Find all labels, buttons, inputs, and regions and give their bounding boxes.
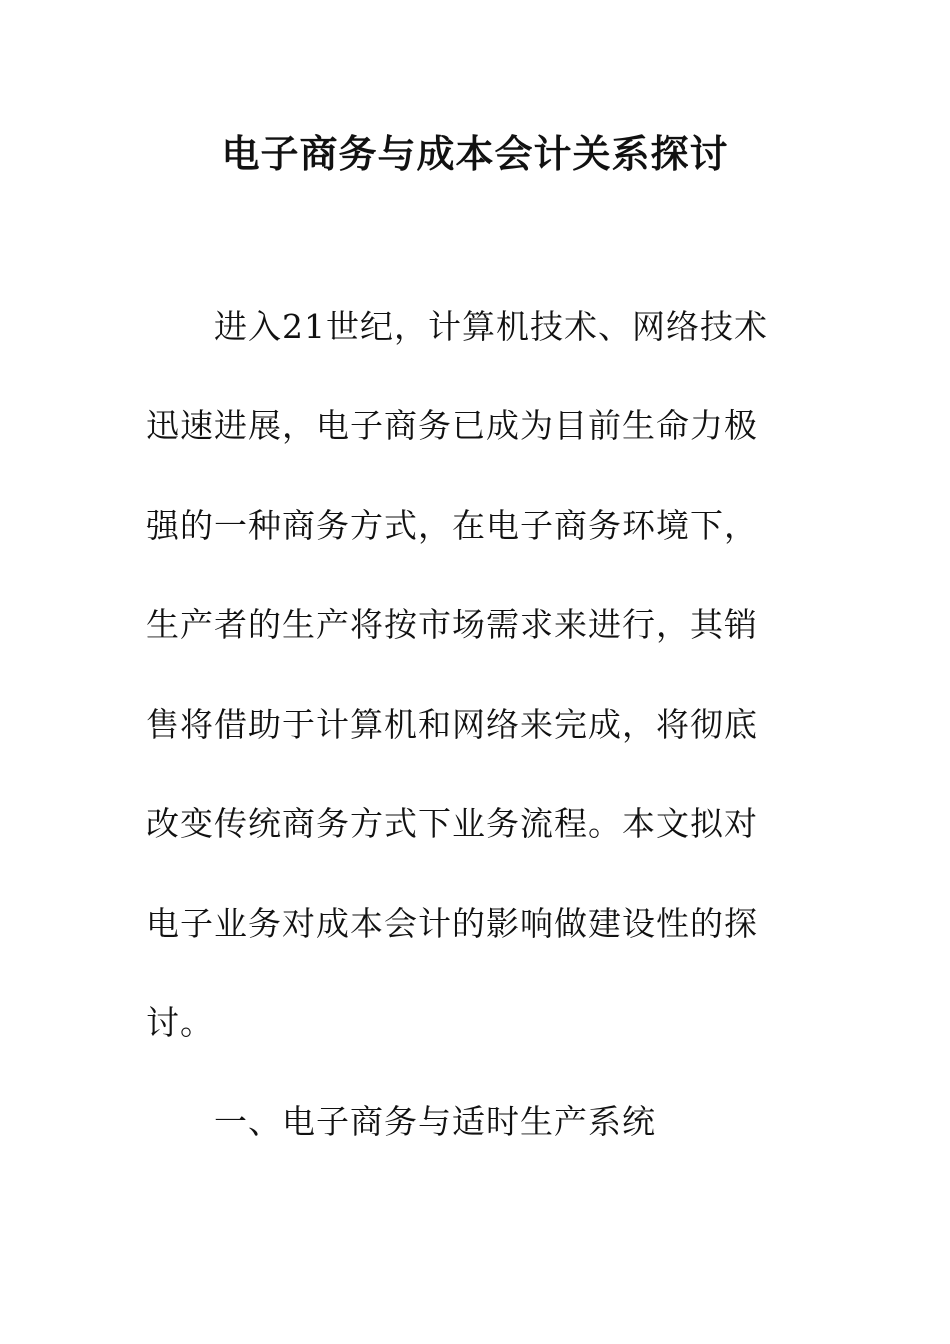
paragraph-line: 迅速进展，电子商务已成为目前生命力极 — [146, 406, 758, 445]
paragraph-line: 生产者的生产将按市场需求来进行，其销 — [146, 605, 758, 644]
paragraph-line: 电子业务对成本会计的影响做建设性的探 — [146, 904, 758, 943]
document-title: 电子商务与成本会计关系探讨 — [221, 131, 729, 176]
section-heading: 一、电子商务与适时生产系统 — [214, 1102, 656, 1141]
paragraph-line: 改变传统商务方式下业务流程。本文拟对 — [146, 804, 758, 843]
paragraph-line: 进入21世纪，计算机技术、网络技术 — [214, 307, 768, 346]
paragraph-line: 讨。 — [146, 1003, 214, 1042]
paragraph-line: 强的一种商务方式，在电子商务环境下， — [146, 506, 758, 545]
paragraph-line: 售将借助于计算机和网络来完成，将彻底 — [146, 705, 758, 744]
